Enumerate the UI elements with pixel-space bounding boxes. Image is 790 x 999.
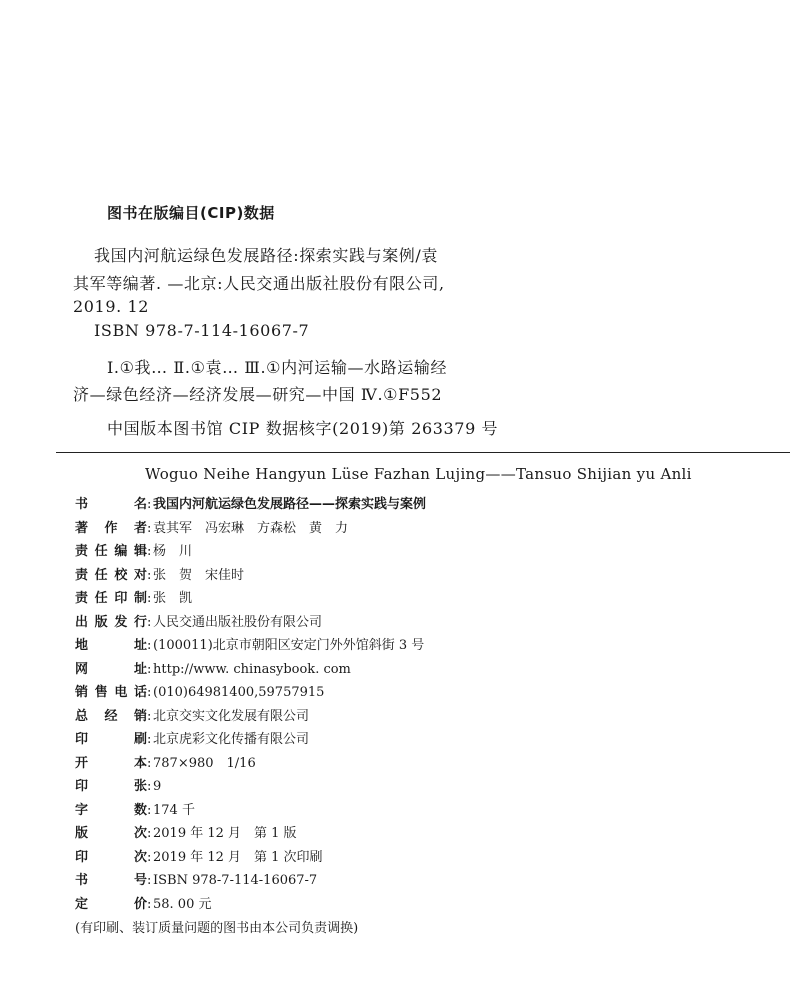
record-distributor (75, 706, 775, 728)
cip-date-line: 2019. 12 (73, 297, 150, 316)
record-value: 2019 年 12 月 第 1 次印刷 (153, 850, 323, 865)
quality-note: (有印刷、装订质量问题的图书由本公司负责调换) (75, 921, 359, 936)
record-label: 印次 (75, 850, 147, 865)
record-value: 9 (153, 779, 162, 794)
record-value: 人民交通出版社股份有限公司 (153, 615, 323, 630)
record-label: 开本 (75, 756, 147, 771)
cip-subject-line: Ⅰ.①我… Ⅱ.①袁… Ⅲ.①内河运输—水路运输经 (107, 358, 448, 377)
record-editor (75, 541, 775, 563)
record-colon: : (147, 779, 152, 794)
record-colon: : (147, 709, 152, 724)
record-colon: : (147, 638, 152, 653)
record-value: 787×980 1/16 (153, 756, 256, 771)
record-format (75, 753, 775, 775)
record-value: 张 凯 (153, 591, 193, 606)
record-label: 责任印制 (75, 591, 147, 606)
cip-record-number: 中国版本图书馆 CIP 数据核字(2019)第 263379 号 (107, 419, 499, 438)
record-address (75, 635, 775, 657)
record-colon: : (147, 732, 152, 747)
record-colon: : (147, 850, 152, 865)
record-colon: : (147, 521, 152, 536)
record-value: 北京虎彩文化传播有限公司 (153, 732, 310, 747)
divider-rule (56, 452, 790, 453)
record-label: 地址 (75, 638, 147, 653)
record-label: 总经销 (75, 709, 147, 724)
record-value: 张 贺 宋佳时 (153, 568, 245, 583)
record-printing (75, 847, 775, 869)
record-label: 书名 (75, 497, 147, 512)
record-colon: : (147, 756, 152, 771)
record-book-title (75, 494, 775, 516)
record-label: 著作者 (75, 521, 147, 536)
record-value: (010)64981400,59757915 (153, 685, 325, 700)
record-colon: : (147, 803, 152, 818)
record-edition (75, 823, 775, 845)
cip-title-line: 我国内河航运绿色发展路径:探索实践与案例/袁 (94, 246, 438, 265)
record-colon: : (147, 591, 152, 606)
record-value: 北京交实文化发展有限公司 (153, 709, 310, 724)
cip-isbn-line: ISBN 978-7-114-16067-7 (94, 321, 310, 340)
record-authors (75, 518, 775, 540)
record-colon: : (147, 544, 152, 559)
pinyin-title: Woguo Neihe Hangyun Lüse Fazhan Lujing——Tansuo Shijian yu Anli (145, 465, 692, 483)
record-value: 58. 00 元 (153, 897, 212, 912)
record-value: 174 千 (153, 803, 195, 818)
record-colon: : (147, 685, 152, 700)
record-colon: : (147, 897, 152, 912)
record-label: 字数 (75, 803, 147, 818)
record-value: 杨 川 (153, 544, 193, 559)
record-value: 袁其军 冯宏琳 方森松 黄 力 (153, 521, 349, 536)
record-label: 网址 (75, 662, 147, 677)
record-sales-phone (75, 682, 775, 704)
record-label: 销售电话 (75, 685, 147, 700)
record-printer (75, 729, 775, 751)
record-value: 我国内河航运绿色发展路径——探索实践与案例 (153, 497, 427, 512)
record-colon: : (147, 826, 152, 841)
record-website (75, 659, 775, 681)
cip-author-publisher-line: 其军等编著. —北京:人民交通出版社股份有限公司, (73, 274, 445, 293)
record-isbn (75, 870, 775, 892)
record-value: 2019 年 12 月 第 1 版 (153, 826, 297, 841)
record-word-count (75, 800, 775, 822)
record-value: (100011)北京市朝阳区安定门外外馆斜街 3 号 (153, 638, 425, 653)
record-label: 出版发行 (75, 615, 147, 630)
record-price (75, 894, 775, 916)
record-proofreader (75, 565, 775, 587)
record-label: 责任编辑 (75, 544, 147, 559)
record-value: ISBN 978-7-114-16067-7 (153, 873, 318, 888)
record-colon: : (147, 497, 152, 512)
record-print-supervisor (75, 588, 775, 610)
record-publisher (75, 612, 775, 634)
cip-heading: 图书在版编目(CIP)数据 (107, 204, 275, 222)
record-label: 印张 (75, 779, 147, 794)
cip-subject-line-cont: 济—绿色经济—经济发展—研究—中国 Ⅳ.①F552 (73, 385, 443, 404)
record-value: http://www. chinasybook. com (153, 662, 351, 677)
record-colon: : (147, 615, 152, 630)
record-colon: : (147, 662, 152, 677)
record-sheets (75, 776, 775, 798)
record-label: 版次 (75, 826, 147, 841)
record-label: 印刷 (75, 732, 147, 747)
record-label: 定价 (75, 897, 147, 912)
record-label: 责任校对 (75, 568, 147, 583)
record-colon: : (147, 873, 152, 888)
record-label: 书号 (75, 873, 147, 888)
record-colon: : (147, 568, 152, 583)
